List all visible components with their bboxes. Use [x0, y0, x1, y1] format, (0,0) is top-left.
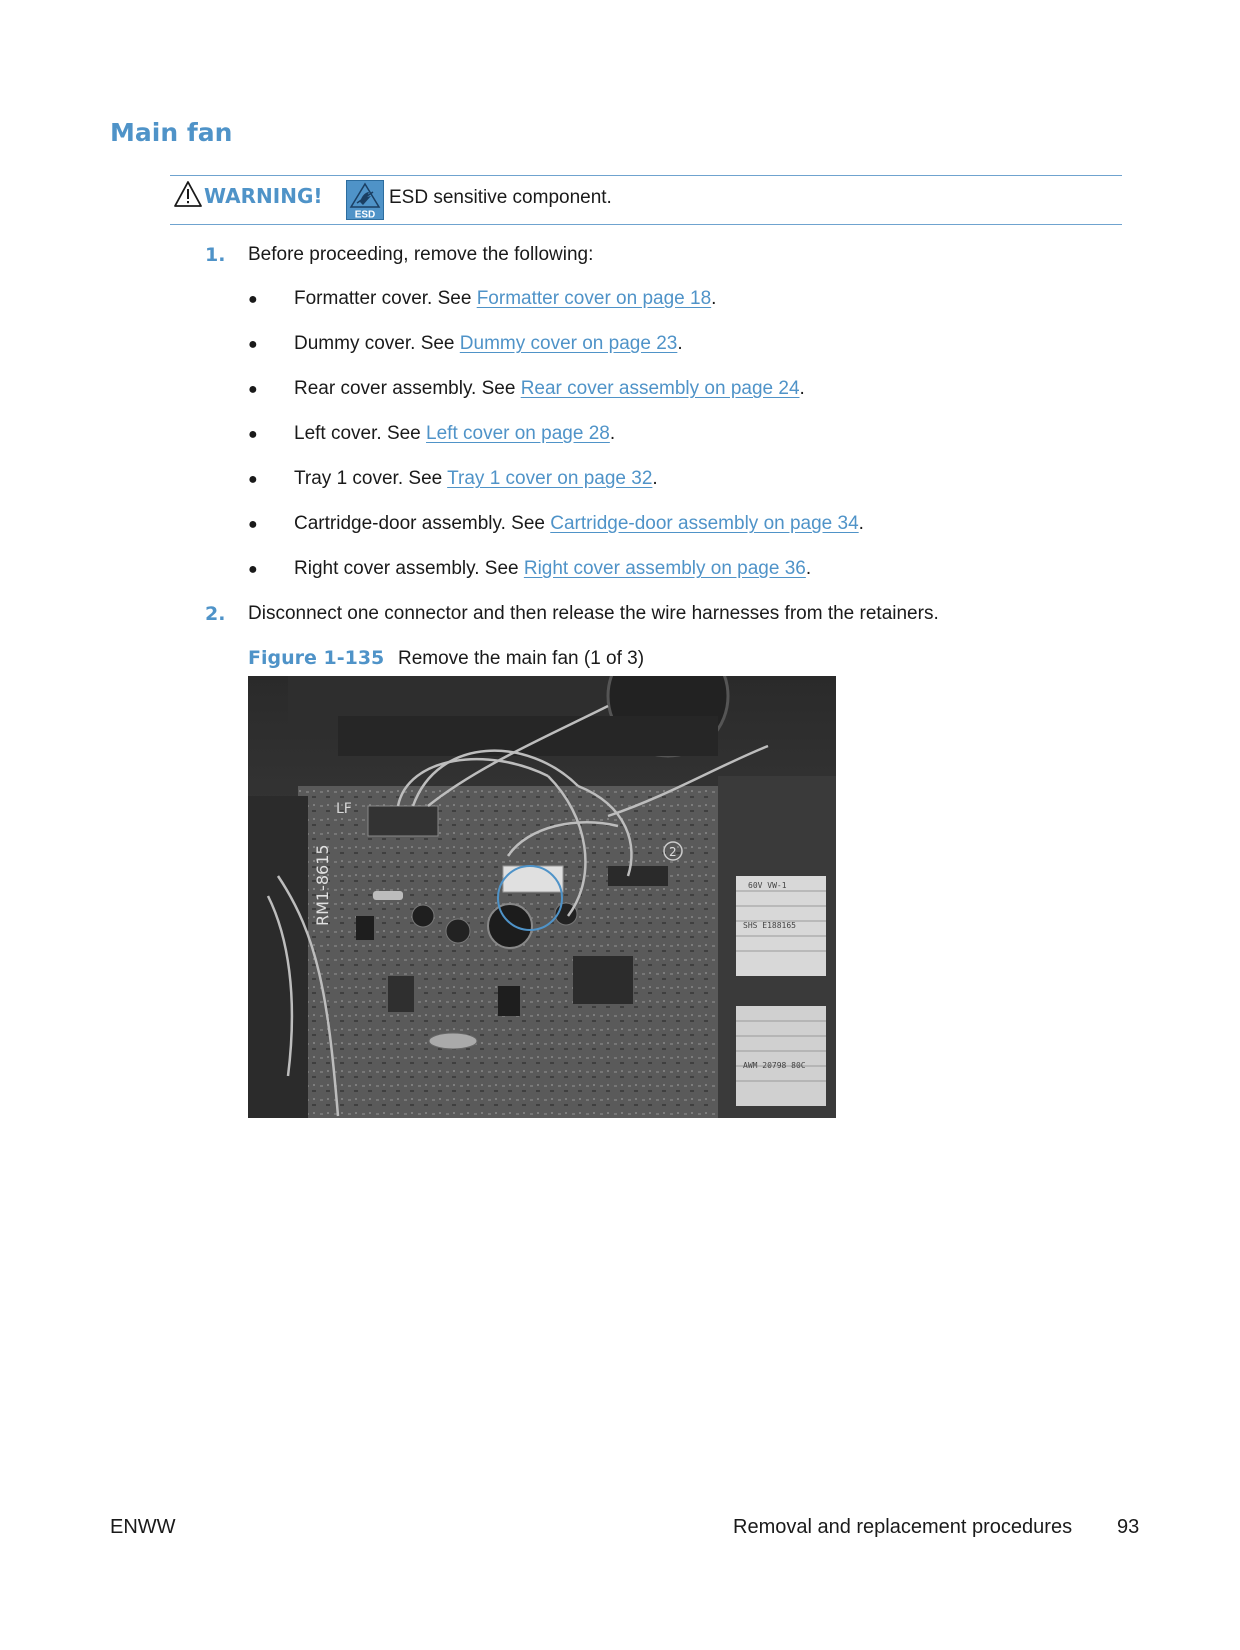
link-formatter-cover[interactable]: Formatter cover on page 18 [476, 288, 712, 309]
list-item [294, 423, 615, 445]
list-item [294, 513, 864, 535]
bullet-prefix: Tray 1 cover. See [294, 468, 448, 489]
footer-doc-code: ENWW [110, 1516, 176, 1538]
board-circle-number: 2 [669, 845, 677, 859]
warning-label: WARNING! [204, 184, 323, 208]
bullet-prefix: Dummy cover. See [294, 333, 460, 354]
figure-label: Figure 1-135 [248, 647, 385, 669]
esd-icon [346, 180, 384, 220]
link-left-cover[interactable]: Left cover on page 28 [426, 423, 610, 444]
link-dummy-cover[interactable]: Dummy cover on page 23 [459, 333, 678, 354]
cable-text-2: SHS E188165 [743, 921, 796, 930]
board-label: LF [336, 801, 352, 817]
list-item [294, 378, 805, 400]
bullet-dot: ● [248, 426, 258, 443]
list-item [294, 333, 683, 355]
board-part-number: RM1-8615 [313, 844, 332, 926]
step-1-text: Before proceeding, remove the following: [248, 244, 594, 265]
cable-text-3: AWM 20798 80C [743, 1061, 806, 1070]
bullet-suffix: . [805, 558, 812, 579]
page-number: 93 [1117, 1516, 1140, 1538]
section-heading: Main fan [110, 118, 233, 147]
bullet-prefix: Cartridge-door assembly. See [294, 513, 551, 534]
link-tray-1-cover[interactable]: Tray 1 cover on page 32 [447, 468, 653, 489]
warning-top-rule [170, 175, 1122, 176]
main-fan-photo [248, 676, 836, 1118]
bullet-dot: ● [248, 336, 258, 353]
bullet-suffix: . [711, 288, 717, 309]
link-rear-cover-assembly[interactable]: Rear cover assembly on page 24 [520, 378, 800, 399]
cable-text-1: 60V VW-1 [748, 881, 787, 890]
step-2-number: 2. [205, 603, 226, 625]
bullet-prefix: Right cover assembly. See [294, 558, 524, 579]
bullet-dot: ● [248, 291, 258, 308]
bullet-suffix: . [858, 513, 864, 534]
warning-bottom-rule [170, 224, 1122, 225]
figure-caption: Remove the main fan (1 of 3) [398, 648, 645, 669]
list-item [294, 468, 658, 490]
bullet-suffix: . [652, 468, 658, 489]
bullet-prefix: Left cover. See [294, 423, 427, 444]
circuit-board-illustration [248, 676, 836, 1118]
bullet-dot: ● [248, 471, 258, 488]
esd-icon-label: ESD [354, 209, 376, 220]
warning-text: ESD sensitive component. [389, 187, 612, 208]
step-2-text: Disconnect one connector and then release the wire harnesses from the retainers. [248, 603, 939, 624]
step-1-number: 1. [205, 244, 226, 266]
bullet-suffix: . [799, 378, 805, 399]
bullet-dot: ● [248, 516, 258, 533]
warning-triangle-icon [173, 180, 203, 208]
bullet-prefix: Formatter cover. See [294, 288, 477, 309]
list-item [294, 288, 716, 310]
bullet-suffix: . [609, 423, 616, 444]
bullet-dot: ● [248, 381, 258, 398]
bullet-prefix: Rear cover assembly. See [294, 378, 521, 399]
footer-section-title: Removal and replacement procedures [733, 1516, 1073, 1538]
bullet-suffix: . [677, 333, 683, 354]
link-right-cover-assembly[interactable]: Right cover assembly on page 36 [523, 558, 806, 579]
bullet-dot: ● [248, 561, 258, 578]
link-cartridge-door-assembly[interactable]: Cartridge-door assembly on page 34 [550, 513, 859, 534]
list-item [294, 558, 811, 580]
